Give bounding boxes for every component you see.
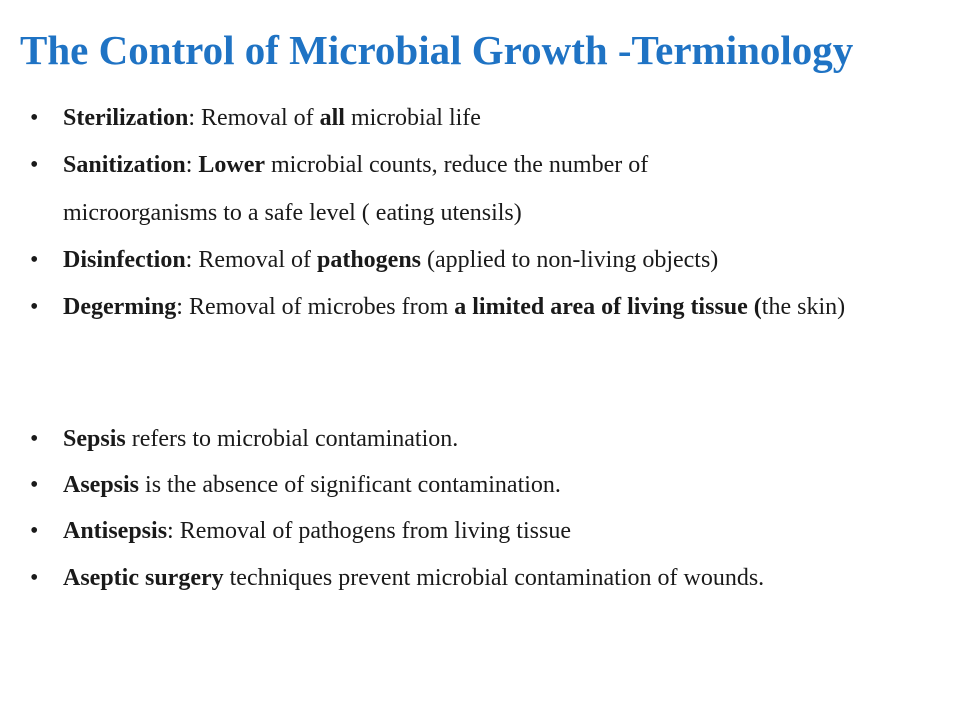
term: Aseptic surgery <box>63 565 224 591</box>
bullet-icon: • <box>30 152 39 178</box>
bullet-icon: • <box>30 565 39 591</box>
bullet-icon: • <box>30 472 39 498</box>
term: Antisepsis <box>63 518 168 544</box>
term: Disinfection <box>63 247 186 273</box>
term: Sterilization <box>63 105 189 131</box>
term: Sepsis <box>63 426 126 452</box>
bullet-icon: • <box>30 105 39 131</box>
term: Sanitization <box>63 152 186 178</box>
bullet-sanitization-continuation: microorganisms to a safe level ( eating utensils) <box>63 200 522 226</box>
bullet-icon: • <box>30 426 39 452</box>
term: Asepsis <box>63 472 140 498</box>
bullet-text: Degerming: Removal of microbes from a limited area of living tissue (the skin) <box>63 294 846 320</box>
bullet-text: Sanitization: Lower microbial counts, reduce the number of <box>63 152 649 178</box>
bullet-text: Aseptic surgery techniques prevent microbial contamination of wounds. <box>63 565 765 591</box>
term: Degerming <box>63 294 177 320</box>
slide-title: The Control of Microbial Growth -Terminology <box>20 27 854 73</box>
bullet-icon: • <box>30 518 39 544</box>
bullet-text: Antisepsis: Removal of pathogens from living tissue <box>63 518 571 544</box>
bullet-text: Sepsis refers to microbial contamination. <box>63 426 459 452</box>
bullet-text: Disinfection: Removal of pathogens (applied to non-living objects) <box>63 247 719 273</box>
bullet-text: Sterilization: Removal of all microbial life <box>63 105 481 131</box>
bullet-text: Asepsis is the absence of significant contamination. <box>63 472 561 498</box>
bullet-icon: • <box>30 247 39 273</box>
bullet-icon: • <box>30 294 39 320</box>
